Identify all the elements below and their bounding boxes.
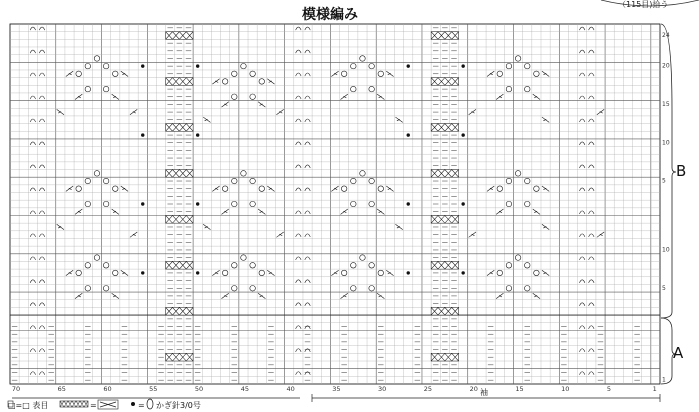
svg-text:=: =	[138, 401, 145, 410]
legend-cable-eq: =	[90, 401, 97, 410]
column-number: 70	[11, 385, 21, 393]
row-number: 1	[662, 376, 666, 384]
bobble-symbol	[196, 202, 199, 205]
column-number: 15	[515, 385, 524, 393]
cable-legend-icon	[60, 401, 88, 407]
legend-knit: □=□ 表目	[8, 401, 49, 410]
column-number: 55	[149, 385, 158, 393]
bobble-symbol	[407, 271, 410, 274]
sleeve-label: 袖	[480, 388, 488, 397]
column-number: 25	[423, 385, 433, 393]
bobble-symbol	[141, 271, 144, 274]
bobble-symbol	[196, 133, 199, 136]
column-number: 5	[606, 385, 612, 393]
row-number: 5	[662, 284, 666, 292]
column-number: 1	[652, 385, 657, 393]
chart-title: 模様編み	[302, 7, 358, 23]
row-number: 10	[662, 139, 670, 147]
row-number: 20	[662, 62, 670, 70]
bobble-symbol	[407, 64, 410, 67]
column-number: 60	[103, 385, 112, 393]
row-number: 24	[662, 32, 670, 40]
column-number: 35	[332, 385, 341, 393]
bobble-symbol	[461, 64, 464, 67]
row-number: 5	[662, 177, 666, 185]
section-b-label: B	[676, 162, 687, 180]
bobble-symbol	[461, 133, 464, 136]
bobble-symbol	[141, 133, 144, 136]
legend	[8, 399, 201, 410]
bobble-symbol	[461, 202, 464, 205]
column-number: 10	[561, 385, 570, 393]
legend-crochet: かぎ針3/0号	[156, 401, 201, 410]
bobble-legend-icon	[131, 402, 135, 406]
row-number: 15	[662, 100, 670, 108]
column-number: 45	[240, 385, 249, 393]
column-number: 30	[378, 385, 387, 393]
column-number: 65	[57, 385, 66, 393]
bobble-symbol	[407, 133, 410, 136]
column-number: 20	[469, 385, 478, 393]
bobble-symbol	[196, 64, 199, 67]
section-a-label: A	[673, 344, 684, 362]
corner-note: （115目)拾う	[618, 0, 669, 9]
bobble-symbol	[461, 271, 464, 274]
bobble-symbol	[141, 64, 144, 67]
bobble-symbol	[196, 271, 199, 274]
bobble-symbol	[407, 202, 410, 205]
column-number: 40	[286, 385, 295, 393]
row-number: 10	[662, 246, 670, 254]
column-number: 50	[194, 385, 204, 393]
bobble-symbol	[141, 202, 144, 205]
cable-cross-legend-icon	[98, 400, 118, 409]
